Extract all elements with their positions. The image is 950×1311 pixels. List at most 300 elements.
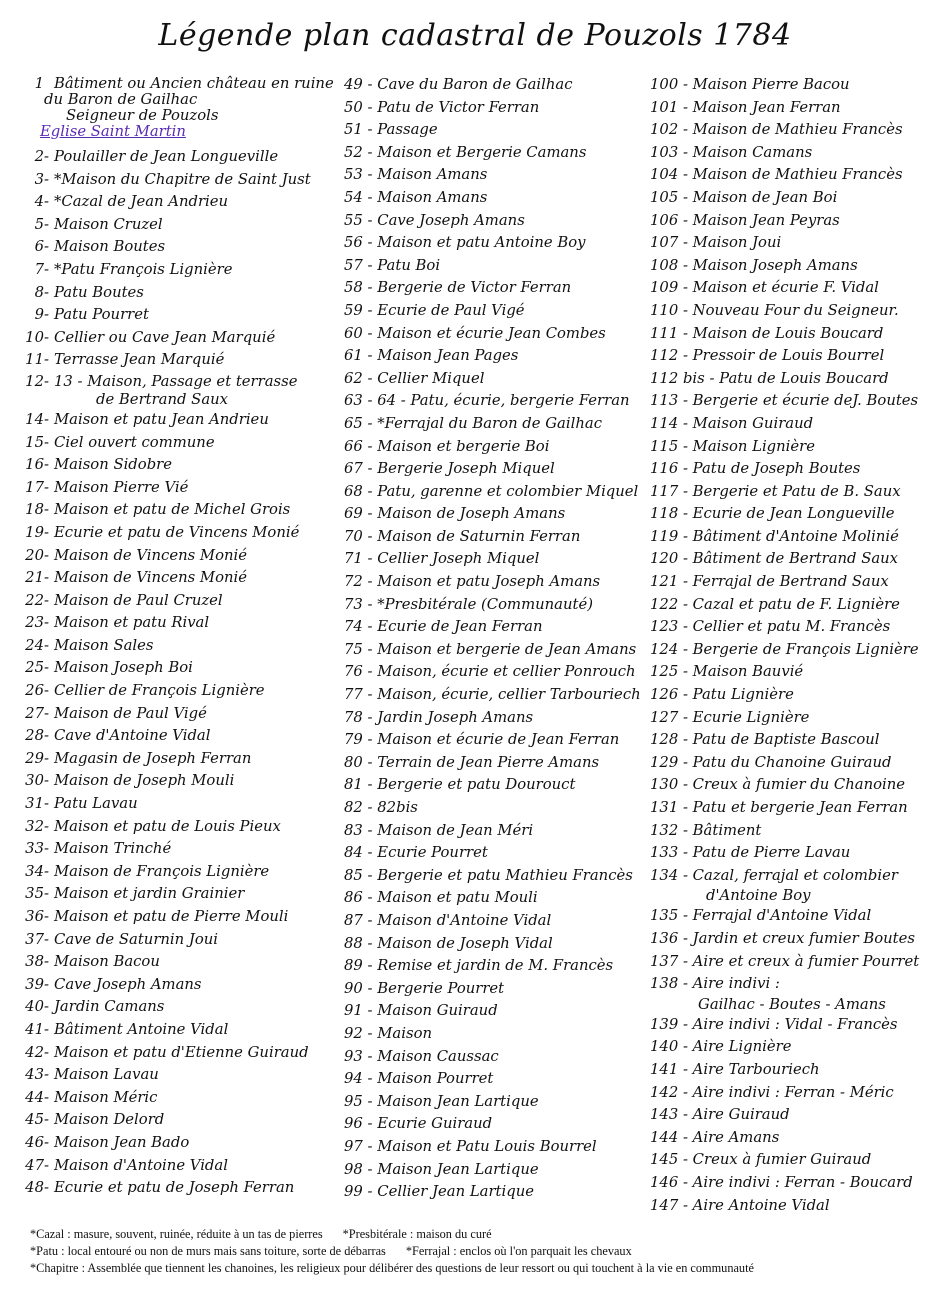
entry-label: Maison d'Antoine Vidal bbox=[54, 1156, 228, 1174]
entry-number: 53 bbox=[344, 166, 363, 184]
entry-label: Bâtiment de Bertrand Saux bbox=[692, 550, 899, 568]
entry-number: 65 bbox=[344, 414, 363, 432]
entry-number: 38 bbox=[25, 953, 44, 971]
entry-number: 135 bbox=[650, 907, 679, 925]
entry-label: *Presbitérale (Communauté) bbox=[377, 595, 593, 613]
legend-entry: 34 - Maison de François Lignière bbox=[24, 861, 354, 884]
entry-label: Maison et patu Joseph Amans bbox=[377, 573, 601, 591]
entry-number: 90 bbox=[344, 979, 363, 997]
legend-entry: 109 - Maison et écurie F. Vidal bbox=[650, 277, 950, 300]
legend-entry: 102 - Maison de Mathieu Francès bbox=[650, 119, 950, 142]
entry-number: 141 bbox=[650, 1060, 679, 1078]
entry-number: 20 bbox=[25, 546, 44, 564]
entry-label-continued: Gailhac - Boutes - Amans bbox=[698, 995, 886, 1013]
entry-label: Ecurie Guiraud bbox=[377, 1115, 493, 1133]
legend-entry: 95 - Maison Jean Lartique bbox=[344, 1091, 649, 1114]
legend-entry: 14 - Maison et patu Jean Andrieu bbox=[24, 409, 354, 432]
legend-entry: 145 - Creux à fumier Guiraud bbox=[650, 1149, 950, 1172]
legend-entry: 15 - Ciel ouvert commune bbox=[24, 432, 354, 455]
entry-label-continued: Seigneur de Pouzols bbox=[66, 107, 219, 124]
entry-label: Maison bbox=[377, 1024, 433, 1042]
entry-number: 123 bbox=[650, 618, 679, 636]
entry-label: Maison Méric bbox=[54, 1088, 158, 1106]
entry-number: 74 bbox=[344, 618, 363, 636]
legend-entry: 19 - Ecurie et patu de Vincens Monié bbox=[24, 522, 354, 545]
legend-entry: 108 - Maison Joseph Amans bbox=[650, 255, 950, 278]
legend-entry: 43 - Maison Lavau bbox=[24, 1064, 354, 1087]
entry-number: 80 bbox=[344, 753, 363, 771]
legend-entry: 39 - Cave Joseph Amans bbox=[24, 974, 354, 997]
legend-entry: 116 - Patu de Joseph Boutes bbox=[650, 458, 950, 481]
entry-label: Jardin Camans bbox=[54, 998, 165, 1016]
entry-number: 89 bbox=[344, 957, 363, 975]
entry-number: 145 bbox=[650, 1151, 679, 1169]
entry-number: 77 bbox=[344, 686, 363, 704]
entry-number: 131 bbox=[650, 799, 679, 816]
entry-number: 129 bbox=[650, 753, 679, 771]
entry-number: 22 bbox=[25, 591, 44, 609]
entry-label: Maison et écurie F. Vidal bbox=[692, 279, 879, 297]
entry-label: Ecurie de Jean Longueville bbox=[692, 505, 895, 523]
entry-number: 113 bbox=[650, 392, 679, 410]
legend-entry: 57 - Patu Boi bbox=[344, 255, 649, 278]
entry-label: Maison Sales bbox=[54, 636, 154, 654]
entry-number: 2 bbox=[34, 148, 44, 165]
entry-label: Ecurie et patu de Vincens Monié bbox=[54, 523, 300, 541]
entry-number: 133 bbox=[650, 844, 679, 862]
legend-entry: 129 - Patu du Chanoine Guiraud bbox=[650, 752, 950, 775]
legend-entry: 8 - Patu Boutes bbox=[24, 282, 354, 305]
entry-label: Maison Jean Lartique bbox=[377, 1160, 539, 1178]
entry-number: 79 bbox=[344, 731, 363, 749]
entry-label: Jardin Joseph Amans bbox=[377, 708, 534, 726]
legend-entry: 138 - Aire indivi : Gailhac - Boutes - Amans bbox=[650, 973, 950, 1014]
entry-label: Bergerie et patu Mathieu Francès bbox=[377, 866, 633, 884]
entry-number: 39 bbox=[25, 975, 44, 993]
entry-number: 36 bbox=[25, 908, 44, 925]
entry-number: 130 bbox=[650, 776, 679, 794]
legend-entry: 110 - Nouveau Four du Seigneur. bbox=[650, 300, 950, 323]
entry-number: 52 bbox=[344, 143, 363, 161]
legend-entry: 74 - Ecurie de Jean Ferran bbox=[344, 616, 649, 639]
entry-label: Nouveau Four du Seigneur. bbox=[692, 301, 899, 319]
legend-entry: 48 - Ecurie et patu de Joseph Ferran bbox=[24, 1177, 354, 1200]
entry-number: 144 bbox=[650, 1128, 679, 1146]
entry-label: Bergerie et Patu de B. Saux bbox=[692, 482, 901, 500]
legend-entry: 7 - *Patu François Lignière bbox=[24, 259, 354, 282]
legend-entry: 128 - Patu de Baptiste Bascoul bbox=[650, 729, 950, 752]
entry-number: 98 bbox=[344, 1160, 363, 1178]
entry-number: 23 bbox=[25, 614, 44, 632]
entry-number: 34 bbox=[25, 862, 44, 880]
legend-entry: 76 - Maison, écurie et cellier Ponrouch bbox=[344, 661, 649, 684]
legend-entry: 104 - Maison de Mathieu Francès bbox=[650, 164, 950, 187]
legend-entry: 63 - 64 - Patu, écurie, bergerie Ferran bbox=[344, 390, 649, 413]
entry-label: Patu de Joseph Boutes bbox=[692, 460, 861, 478]
legend-entry: 50 - Patu de Victor Ferran bbox=[344, 97, 649, 120]
legend-entry: 84 - Ecurie Pourret bbox=[344, 842, 649, 865]
entry-number: 81 bbox=[344, 776, 363, 794]
entry-label: Patu de Victor Ferran bbox=[377, 98, 540, 116]
entry-label: Aire Antoine Vidal bbox=[692, 1196, 830, 1214]
entry-label: Cazal et patu de F. Lignière bbox=[692, 595, 900, 613]
entry-label: Cazal, ferrajal et colombier bbox=[692, 866, 898, 884]
legend-entry: 67 - Bergerie Joseph Miquel bbox=[344, 458, 649, 481]
entry-number: 42 bbox=[25, 1043, 44, 1061]
entry-label: Patu Boutes bbox=[54, 283, 144, 301]
legend-entry: 36 - Maison et patu de Pierre Mouli bbox=[24, 906, 354, 929]
entry-number: 106 bbox=[650, 211, 679, 229]
entry-number: 88 bbox=[344, 934, 363, 952]
legend-entry: 5 - Maison Cruzel bbox=[24, 214, 354, 237]
entry-number: 122 bbox=[650, 595, 679, 613]
entry-number: 30 bbox=[25, 772, 44, 790]
entry-label: Aire Amans bbox=[692, 1128, 780, 1146]
entry-label: Maison Jean Peyras bbox=[692, 211, 840, 229]
entry-number: 83 bbox=[344, 821, 363, 839]
entry-label: Ecurie Pourret bbox=[377, 844, 488, 862]
legend-entry: 52 - Maison et Bergerie Camans bbox=[344, 142, 649, 165]
legend-entry: 4 - *Cazal de Jean Andrieu bbox=[24, 191, 354, 214]
entry-label: Maison de Joseph Amans bbox=[377, 505, 566, 523]
legend-entry: 6 - Maison Boutes bbox=[24, 236, 354, 259]
entry-label: Cellier et patu M. Francès bbox=[692, 618, 891, 636]
legend-entry: 51 - Passage bbox=[344, 119, 649, 142]
legend-entry: 30 - Maison de Joseph Mouli bbox=[24, 770, 354, 793]
entry-label: Cave d'Antoine Vidal bbox=[54, 727, 211, 745]
legend-entry: 135 - Ferrajal d'Antoine Vidal bbox=[650, 905, 950, 928]
legend-entry: 38 - Maison Bacou bbox=[24, 951, 354, 974]
entry-number: 24 bbox=[25, 636, 44, 654]
legend-entry: 78 - Jardin Joseph Amans bbox=[344, 707, 649, 730]
legend-entry: 86 - Maison et patu Mouli bbox=[344, 887, 649, 910]
entry-number: 14 bbox=[25, 410, 44, 428]
legend-entry: 136 - Jardin et creux fumier Boutes bbox=[650, 928, 950, 951]
entry-number: 51 bbox=[344, 121, 363, 139]
entry-number: 138 bbox=[650, 975, 679, 993]
legend-entry: 143 - Aire Guiraud bbox=[650, 1104, 950, 1127]
entry-label: Maison de Saturnin Ferran bbox=[377, 527, 581, 545]
entry-number: 100 bbox=[650, 76, 679, 93]
legend-entry: 32 - Maison et patu de Louis Pieux bbox=[24, 816, 354, 839]
legend-entry: 20 - Maison de Vincens Monié bbox=[24, 545, 354, 568]
entry-number: 91 bbox=[344, 1002, 363, 1020]
entry-number: 46 bbox=[25, 1133, 44, 1151]
entry-label: Maison de Jean Boi bbox=[692, 188, 838, 206]
entry-label: Patu Lavau bbox=[54, 795, 138, 813]
legend-entry: 31 - Patu Lavau bbox=[24, 793, 354, 816]
legend-entry: 91 - Maison Guiraud bbox=[344, 1000, 649, 1023]
entry-number: 109 bbox=[650, 279, 679, 297]
legend-entry: 2 - Poulailler de Jean Longueville bbox=[24, 146, 354, 169]
entry-number: 66 bbox=[344, 437, 363, 455]
entry-label: Terrasse Jean Marquié bbox=[54, 351, 225, 369]
entry-label: 82bis bbox=[377, 799, 418, 816]
legend-entry: 134 - Cazal, ferrajal et colombier d'Antoine Boy bbox=[650, 865, 950, 906]
entry-label: Terrain de Jean Pierre Amans bbox=[377, 753, 600, 771]
entry-number: 136 bbox=[650, 929, 679, 947]
legend-entry: 87 - Maison d'Antoine Vidal bbox=[344, 910, 649, 933]
legend-entry: 23 - Maison et patu Rival bbox=[24, 612, 354, 635]
entry-label: Maison de Mathieu Francès bbox=[692, 121, 903, 139]
legend-entry: 12 - 13 - Maison, Passage et terrasse de Bertrand Saux bbox=[24, 372, 354, 409]
entry-label: Cellier de François Lignière bbox=[54, 682, 265, 700]
entry-number: 132 bbox=[650, 821, 679, 839]
entry-label: Bâtiment ou Ancien château en ruine bbox=[54, 75, 334, 92]
entry-number: 27 bbox=[25, 704, 44, 722]
entry-label: Maison Lignière bbox=[692, 437, 815, 455]
entry-label: Patu et bergerie Jean Ferran bbox=[692, 799, 908, 816]
footnote-patu: *Patu : local entouré ou non de murs mais sans toiture, sorte de débarras bbox=[30, 1244, 386, 1258]
entry-label: Patu Pourret bbox=[54, 306, 149, 324]
entry-label: Patu du Chanoine Guiraud bbox=[692, 753, 892, 771]
entry-label: Maison Pierre Vié bbox=[54, 478, 189, 496]
entry-label: Cave du Baron de Gailhac bbox=[377, 76, 573, 93]
legend-entry: 147 - Aire Antoine Vidal bbox=[650, 1195, 950, 1218]
footnote-presbiterale: *Presbitérale : maison du curé bbox=[342, 1227, 492, 1241]
legend-entry: 125 - Maison Bauvié bbox=[650, 661, 950, 684]
entry-number: 55 bbox=[344, 211, 363, 229]
entry-label: Maison, écurie, cellier Tarbouriech bbox=[377, 686, 641, 704]
entry-label: Bâtiment Antoine Vidal bbox=[54, 1020, 229, 1038]
entry-number: 121 bbox=[650, 573, 679, 591]
legend-entry: 26 - Cellier de François Lignière bbox=[24, 680, 354, 703]
entry-number: 59 bbox=[344, 301, 363, 319]
entry-label: Maison et patu de Louis Pieux bbox=[54, 817, 281, 835]
entry-number: 11 bbox=[25, 351, 44, 369]
entry-label: Maison et Patu Louis Bourrel bbox=[377, 1137, 597, 1155]
entry-label-continued: d'Antoine Boy bbox=[706, 887, 811, 905]
entry-number: 134 bbox=[650, 866, 679, 884]
entry-number: 68 bbox=[344, 482, 363, 500]
entry-number: 8 bbox=[34, 283, 44, 301]
legend-entry: 47 - Maison d'Antoine Vidal bbox=[24, 1155, 354, 1178]
entry-number: 147 bbox=[650, 1196, 679, 1214]
entry-label: Maison Camans bbox=[692, 143, 813, 161]
entry-number: 115 bbox=[650, 437, 679, 455]
entry-number: 117 bbox=[650, 482, 679, 500]
legend-entry: 80 - Terrain de Jean Pierre Amans bbox=[344, 752, 649, 775]
entry-number: 102 bbox=[650, 121, 679, 139]
legend-entry: 58 - Bergerie de Victor Ferran bbox=[344, 277, 649, 300]
entry-number: 9 bbox=[34, 306, 44, 324]
legend-entry: 25 - Maison Joseph Boi bbox=[24, 657, 354, 680]
legend-entry: 41 - Bâtiment Antoine Vidal bbox=[24, 1019, 354, 1042]
entry-number: 43 bbox=[25, 1066, 44, 1084]
legend-entry: 114 - Maison Guiraud bbox=[650, 413, 950, 436]
legend-entry: 130 - Creux à fumier du Chanoine bbox=[650, 774, 950, 797]
entry-label: Maison Sidobre bbox=[54, 456, 172, 474]
entry-label: Maison Bacou bbox=[54, 953, 160, 971]
entry-label: Ecurie et patu de Joseph Ferran bbox=[54, 1179, 295, 1197]
legend-entry: 107 - Maison Joui bbox=[650, 232, 950, 255]
legend-entry: 55 - Cave Joseph Amans bbox=[344, 210, 649, 233]
entry-label: Pressoir de Louis Bourrel bbox=[692, 347, 885, 365]
entry-label: Maison Trinché bbox=[54, 840, 172, 858]
entry-label: Remise et jardin de M. Francès bbox=[377, 957, 614, 975]
entry-label-continued: de Bertrand Saux bbox=[96, 390, 229, 408]
entry-label: Maison et patu d'Etienne Guiraud bbox=[54, 1043, 309, 1061]
entry-label: Maison de Vincens Monié bbox=[54, 569, 248, 587]
legend-entry: 101 - Maison Jean Ferran bbox=[650, 97, 950, 120]
legend-entry: 90 - Bergerie Pourret bbox=[344, 978, 649, 1001]
entry-number: 1 bbox=[34, 75, 44, 92]
legend-entry: 71 - Cellier Joseph Miquel bbox=[344, 548, 649, 571]
legend-entry: 85 - Bergerie et patu Mathieu Francès bbox=[344, 865, 649, 888]
legend-entry: 131 - Patu et bergerie Jean Ferran bbox=[650, 797, 950, 820]
legend-entry: 11 - Terrasse Jean Marquié bbox=[24, 349, 354, 372]
legend-entry: 100 - Maison Pierre Bacou bbox=[650, 74, 950, 97]
legend-entry: 18 - Maison et patu de Michel Grois bbox=[24, 499, 354, 522]
footnote-chapitre: *Chapitre : Assemblée que tiennent les chanoines, les religieux pour délibérer des questions de leur ressort ou qui touchent à la vie en communauté bbox=[30, 1261, 754, 1275]
legend-entry: 45 - Maison Delord bbox=[24, 1109, 354, 1132]
entry-number: 56 bbox=[344, 234, 363, 252]
legend-entry: 146 - Aire indivi : Ferran - Boucard bbox=[650, 1172, 950, 1195]
entry-number: 76 bbox=[344, 663, 363, 681]
entry-number: 140 bbox=[650, 1038, 679, 1056]
entry-label: Maison Jean Lartique bbox=[377, 1092, 539, 1110]
entry-label: Maison Pierre Bacou bbox=[692, 76, 850, 93]
entry-label: Ecurie Lignière bbox=[692, 708, 810, 726]
entry-label: Patu, garenne et colombier Miquel bbox=[377, 482, 639, 500]
entry-number: 29 bbox=[25, 749, 44, 767]
entry-label: Maison et jardin Grainier bbox=[54, 885, 245, 903]
entry-label: Magasin de Joseph Ferran bbox=[54, 749, 252, 767]
entry-label: Maison et patu Rival bbox=[54, 614, 210, 632]
entry-label: Cellier Miquel bbox=[377, 369, 485, 387]
page-title: Légende plan cadastral de Pouzols 1784 bbox=[158, 18, 792, 53]
legend-column-1 bbox=[24, 74, 354, 1200]
entry-label: Maison, écurie et cellier Ponrouch bbox=[377, 663, 636, 681]
entry-number: 95 bbox=[344, 1092, 363, 1110]
legend-entry: 46 - Maison Jean Bado bbox=[24, 1132, 354, 1155]
legend-entry: 144 - Aire Amans bbox=[650, 1127, 950, 1150]
entry-number: 94 bbox=[344, 1070, 363, 1088]
legend-entry: 94 - Maison Pourret bbox=[344, 1068, 649, 1091]
entry-number: 28 bbox=[25, 727, 44, 745]
entry-label: Ferrajal de Bertrand Saux bbox=[692, 573, 889, 591]
entry-number: 44 bbox=[25, 1088, 44, 1106]
entry-label: Maison Joseph Amans bbox=[692, 256, 858, 274]
entry-number: 5 bbox=[34, 215, 44, 233]
legend-entry: 103 - Maison Camans bbox=[650, 142, 950, 165]
entry-number: 16 bbox=[25, 456, 44, 474]
entry-number: 143 bbox=[650, 1106, 679, 1124]
legend-entry: 9 - Patu Pourret bbox=[24, 304, 354, 327]
entry-label: Maison de Jean Méri bbox=[377, 821, 534, 839]
legend-entry: 113 - Bergerie et écurie deJ. Boutes bbox=[650, 390, 950, 413]
entry-label: Jardin et creux fumier Boutes bbox=[692, 929, 915, 947]
entry-number: 50 bbox=[344, 98, 363, 116]
entry-label-continued: du Baron de Gailhac bbox=[44, 91, 198, 108]
entry-number: 93 bbox=[344, 1047, 363, 1065]
entry-label: Maison Jean Bado bbox=[54, 1133, 190, 1151]
entry-label: Maison et patu de Pierre Mouli bbox=[54, 908, 289, 925]
legend-entry: 97 - Maison et Patu Louis Bourrel bbox=[344, 1136, 649, 1159]
legend-entry: 65 - *Ferrajal du Baron de Gailhac bbox=[344, 413, 649, 436]
entry-number: 41 bbox=[25, 1020, 44, 1038]
entry-number: 3 bbox=[34, 170, 44, 188]
entry-label: Aire Guiraud bbox=[692, 1106, 790, 1124]
entry-number: 10 bbox=[25, 328, 44, 346]
entry-label: *Ferrajal du Baron de Gailhac bbox=[377, 414, 602, 432]
entry-number: 112 bbox=[650, 347, 679, 365]
entry-number: 104 bbox=[650, 166, 679, 184]
legend-entry bbox=[24, 74, 354, 92]
legend-entry: 75 - Maison et bergerie de Jean Amans bbox=[344, 639, 649, 662]
entry-label: Maison Guiraud bbox=[377, 1002, 498, 1020]
entry-label: Maison de Paul Vigé bbox=[54, 704, 207, 722]
entry-label: Maison et patu Antoine Boy bbox=[377, 234, 586, 252]
legend-entry: 96 - Ecurie Guiraud bbox=[344, 1113, 649, 1136]
entry-number: 25 bbox=[25, 659, 44, 677]
entry-number: 69 bbox=[344, 505, 363, 523]
entry-number: 40 bbox=[25, 998, 44, 1016]
legend-entry: 21 - Maison de Vincens Monié bbox=[24, 567, 354, 590]
legend-entry: 115 - Maison Lignière bbox=[650, 436, 950, 459]
entry-label: Creux à fumier du Chanoine bbox=[692, 776, 906, 794]
legend-entry: 33 - Maison Trinché bbox=[24, 838, 354, 861]
legend-entry: 105 - Maison de Jean Boi bbox=[650, 187, 950, 210]
entry-label: Maison Amans bbox=[377, 188, 488, 206]
entry-number: 105 bbox=[650, 188, 679, 206]
entry-label: Maison Joui bbox=[692, 234, 782, 252]
legend-entry: 82 - 82bis bbox=[344, 797, 649, 820]
entry-label: Maison Bauvié bbox=[692, 663, 804, 681]
entry-label: Maison d'Antoine Vidal bbox=[377, 911, 552, 929]
entry-label: Maison Jean Pages bbox=[377, 347, 519, 365]
entry-number: 58 bbox=[344, 279, 363, 297]
legend-entry: 111 - Maison de Louis Boucard bbox=[650, 323, 950, 346]
legend-entry: 124 - Bergerie de François Lignière bbox=[650, 639, 950, 662]
entry-number: 31 bbox=[25, 795, 44, 813]
entry-number: 128 bbox=[650, 731, 679, 749]
legend-entry: 59 - Ecurie de Paul Vigé bbox=[344, 300, 649, 323]
legend-entry: 60 - Maison et écurie Jean Combes bbox=[344, 323, 649, 346]
legend-entry: 70 - Maison de Saturnin Ferran bbox=[344, 526, 649, 549]
entry-number: 87 bbox=[344, 911, 363, 929]
footnote-cazal: *Cazal : masure, souvent, ruinée, réduite à un tas de pierres bbox=[30, 1227, 323, 1241]
entry-number: 112 bis bbox=[650, 369, 705, 387]
legend-entry: 72 - Maison et patu Joseph Amans bbox=[344, 571, 649, 594]
entry-number: 96 bbox=[344, 1115, 363, 1133]
legend-entry: 42 - Maison et patu d'Etienne Guiraud bbox=[24, 1042, 354, 1065]
entry-label: Bâtiment bbox=[692, 821, 762, 839]
legend-entry: 53 - Maison Amans bbox=[344, 164, 649, 187]
entry-number: 103 bbox=[650, 143, 679, 161]
legend-entry: 66 - Maison et bergerie Boi bbox=[344, 436, 649, 459]
entry-number: 107 bbox=[650, 234, 679, 252]
legend-entry: 62 - Cellier Miquel bbox=[344, 368, 649, 391]
entry-number: 71 bbox=[344, 550, 363, 568]
entry-number: 18 bbox=[25, 501, 44, 519]
legend-entry: 112 - Pressoir de Louis Bourrel bbox=[650, 345, 950, 368]
legend-entry: 106 - Maison Jean Peyras bbox=[650, 210, 950, 233]
entry-label: Aire indivi : Vidal - Francès bbox=[692, 1015, 898, 1033]
entry-number: 119 bbox=[650, 527, 679, 545]
entry-label: Maison Jean Ferran bbox=[692, 98, 841, 116]
legend-entry: 119 - Bâtiment d'Antoine Molinié bbox=[650, 526, 950, 549]
entry-label: Maison Caussac bbox=[377, 1047, 499, 1065]
church-link[interactable]: Eglise Saint Martin bbox=[40, 123, 186, 140]
legend-entry: 123 - Cellier et patu M. Francès bbox=[650, 616, 950, 639]
entry-label: Bergerie et patu Dourouct bbox=[377, 776, 576, 794]
legend-entry: 141 - Aire Tarbouriech bbox=[650, 1059, 950, 1082]
entry-number: 47 bbox=[25, 1156, 44, 1174]
entry-label: Patu de Pierre Lavau bbox=[692, 844, 851, 862]
legend-entry: 35 - Maison et jardin Grainier bbox=[24, 883, 354, 906]
entry-label: Aire indivi : Ferran - Boucard bbox=[692, 1173, 913, 1191]
